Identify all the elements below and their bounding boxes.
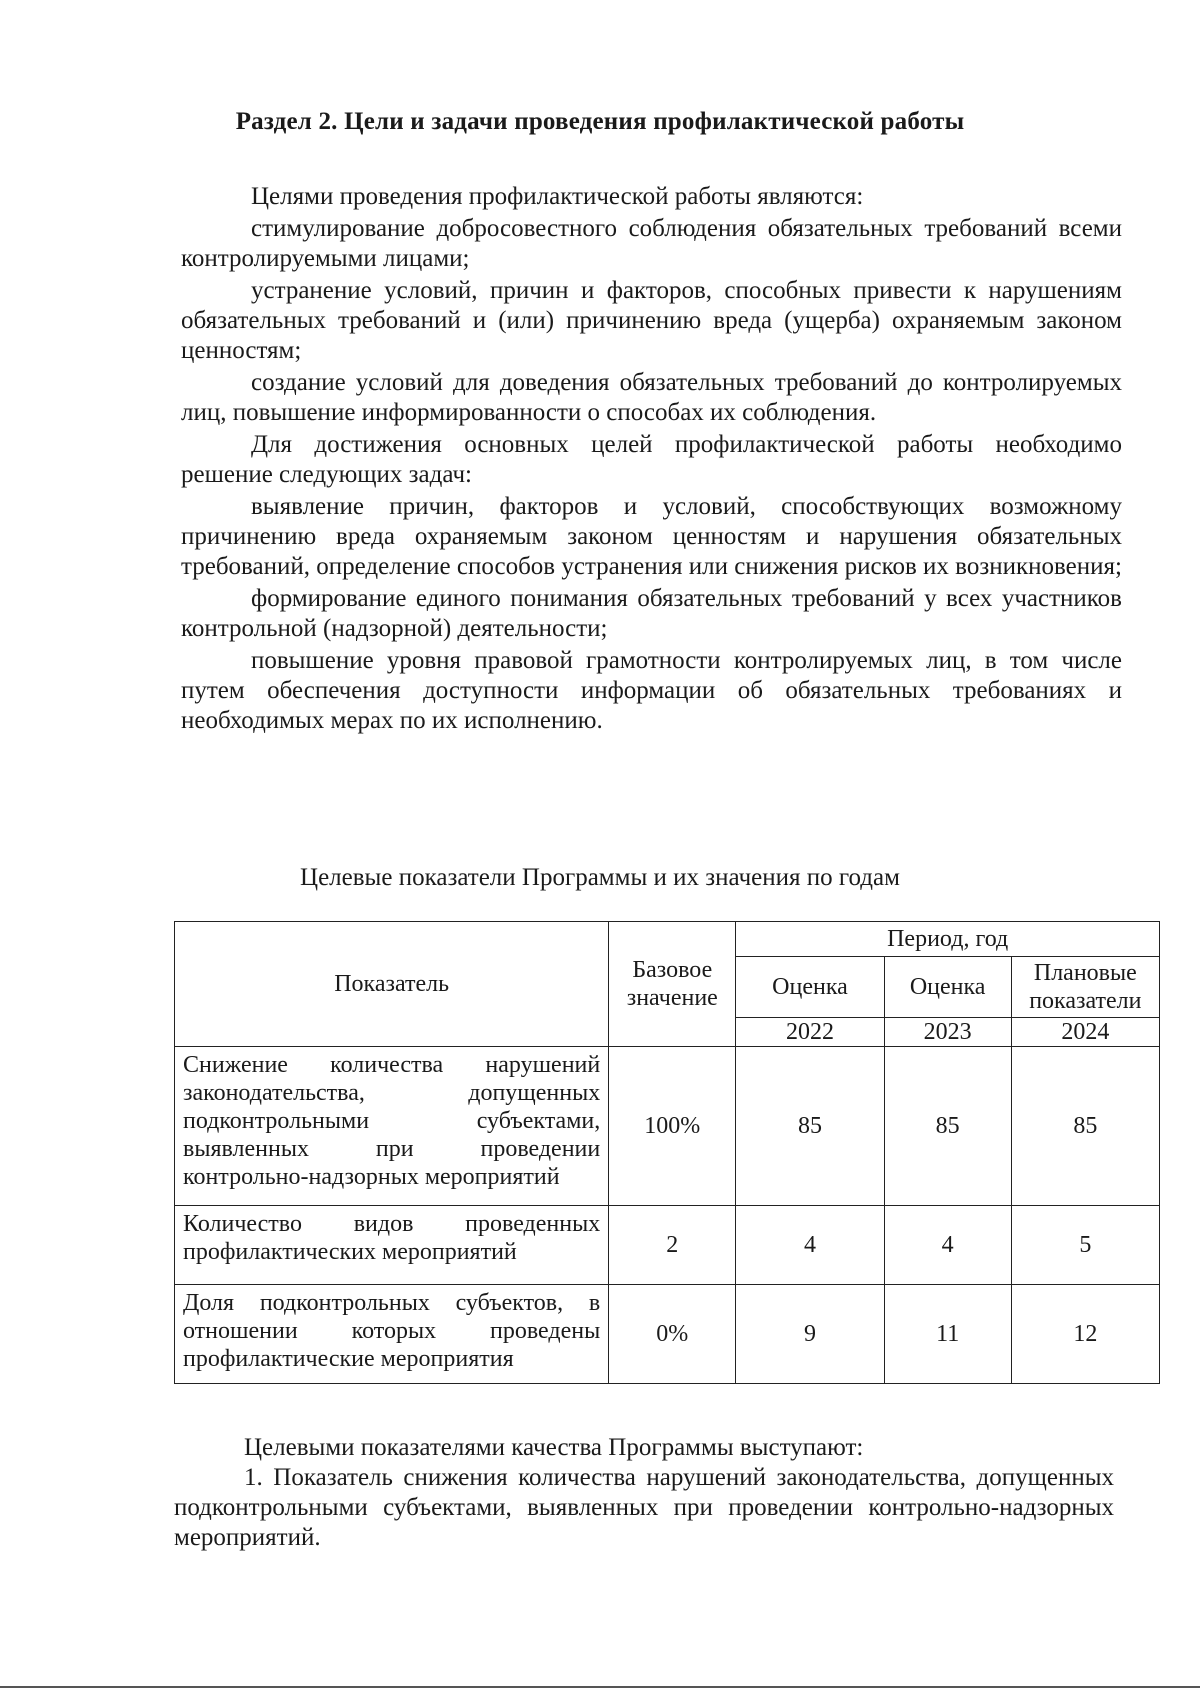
table-title: Целевые показатели Программы и их значения по годам: [300, 864, 900, 891]
row-value-2022: 4: [736, 1206, 884, 1285]
paragraph-task-1: выявление причин, факторов и условий, способствующих возможному причинению вреда охраняемым законом ценностям и нарушения обязательных требований, определение способов устранения или снижения рисков их возникновения;: [181, 493, 1122, 580]
paragraph-goal-2: устранение условий, причин и факторов, способных привести к нарушениям обязательных требований и (или) причинению вреда (ущерба) охраняемым законом ценностям;: [181, 277, 1122, 364]
table-row: [175, 1285, 1160, 1384]
row-value-2023: 11: [884, 1285, 1011, 1384]
row-value-2024: 5: [1011, 1206, 1159, 1285]
paragraph-quality-intro: Целевыми показателями качества Программы выступают:: [244, 1434, 864, 1461]
row-label: Снижение количества нарушений законодательства, допущенных подконтрольными субъектами, выявленных при проведении контрольно-надзорных мероприятий: [175, 1047, 609, 1206]
row-base-value: 100%: [609, 1047, 736, 1206]
header-indicator: Показатель: [175, 922, 609, 1047]
paragraph-quality-1: 1. Показатель снижения количества нарушений законодательства, допущенных подконтрольными субъектами, выявленных при проведении контрольно-надзорных мероприятий.: [174, 1464, 1114, 1551]
table-row: [175, 1047, 1160, 1206]
section-heading: Раздел 2. Цели и задачи проведения профилактической работы: [235, 108, 965, 135]
header-col-estimate-1: Оценка: [736, 957, 884, 1018]
paragraph-goals-intro: Целями проведения профилактической работы являются:: [251, 183, 864, 210]
row-value-2022: 9: [736, 1285, 884, 1384]
row-value-2023: 85: [884, 1047, 1011, 1206]
paragraph-goal-3: создание условий для доведения обязательных требований до контролируемых лиц, повышение информированности о способах их соблюдения.: [181, 369, 1122, 426]
paragraph-task-2: формирование единого понимания обязательных требований у всех участников контрольной (надзорной) деятельности;: [181, 585, 1122, 642]
paragraph-goal-1: стимулирование добросовестного соблюдения обязательных требований всеми контролируемыми лицами;: [181, 215, 1122, 272]
indicators-table: [174, 921, 1160, 1384]
row-base-value: 0%: [609, 1285, 736, 1384]
row-base-value: 2: [609, 1206, 736, 1285]
header-col-estimate-2: Оценка: [884, 957, 1011, 1018]
header-year-2022: 2022: [736, 1018, 884, 1047]
table-row: [175, 1206, 1160, 1285]
scan-edge-line: [0, 1686, 1200, 1688]
header-year-2024: 2024: [1011, 1018, 1159, 1047]
header-base-value: Базовое значение: [609, 922, 736, 1047]
body-text: [181, 182, 1122, 736]
table-header-row: [175, 922, 1160, 957]
row-value-2024: 12: [1011, 1285, 1159, 1384]
paragraph-tasks-intro: Для достижения основных целей профилактической работы необходимо решение следующих задач:: [181, 431, 1122, 488]
row-value-2023: 4: [884, 1206, 1011, 1285]
row-label: Количество видов проведенных профилактических мероприятий: [175, 1206, 609, 1285]
header-year-2023: 2023: [884, 1018, 1011, 1047]
row-label: Доля подконтрольных субъектов, в отношении которых проведены профилактические мероприятия: [175, 1285, 609, 1384]
footer-text: [174, 1433, 1114, 1553]
row-value-2024: 85: [1011, 1047, 1159, 1206]
row-value-2022: 85: [736, 1047, 884, 1206]
paragraph-task-3: повышение уровня правовой грамотности контролируемых лиц, в том числе путем обеспечения доступности информации об обязательных требованиях и необходимых мерах по их исполнению.: [181, 647, 1122, 734]
header-period: Период, год: [736, 922, 1160, 957]
header-col-planned: Плановые показатели: [1011, 957, 1159, 1018]
